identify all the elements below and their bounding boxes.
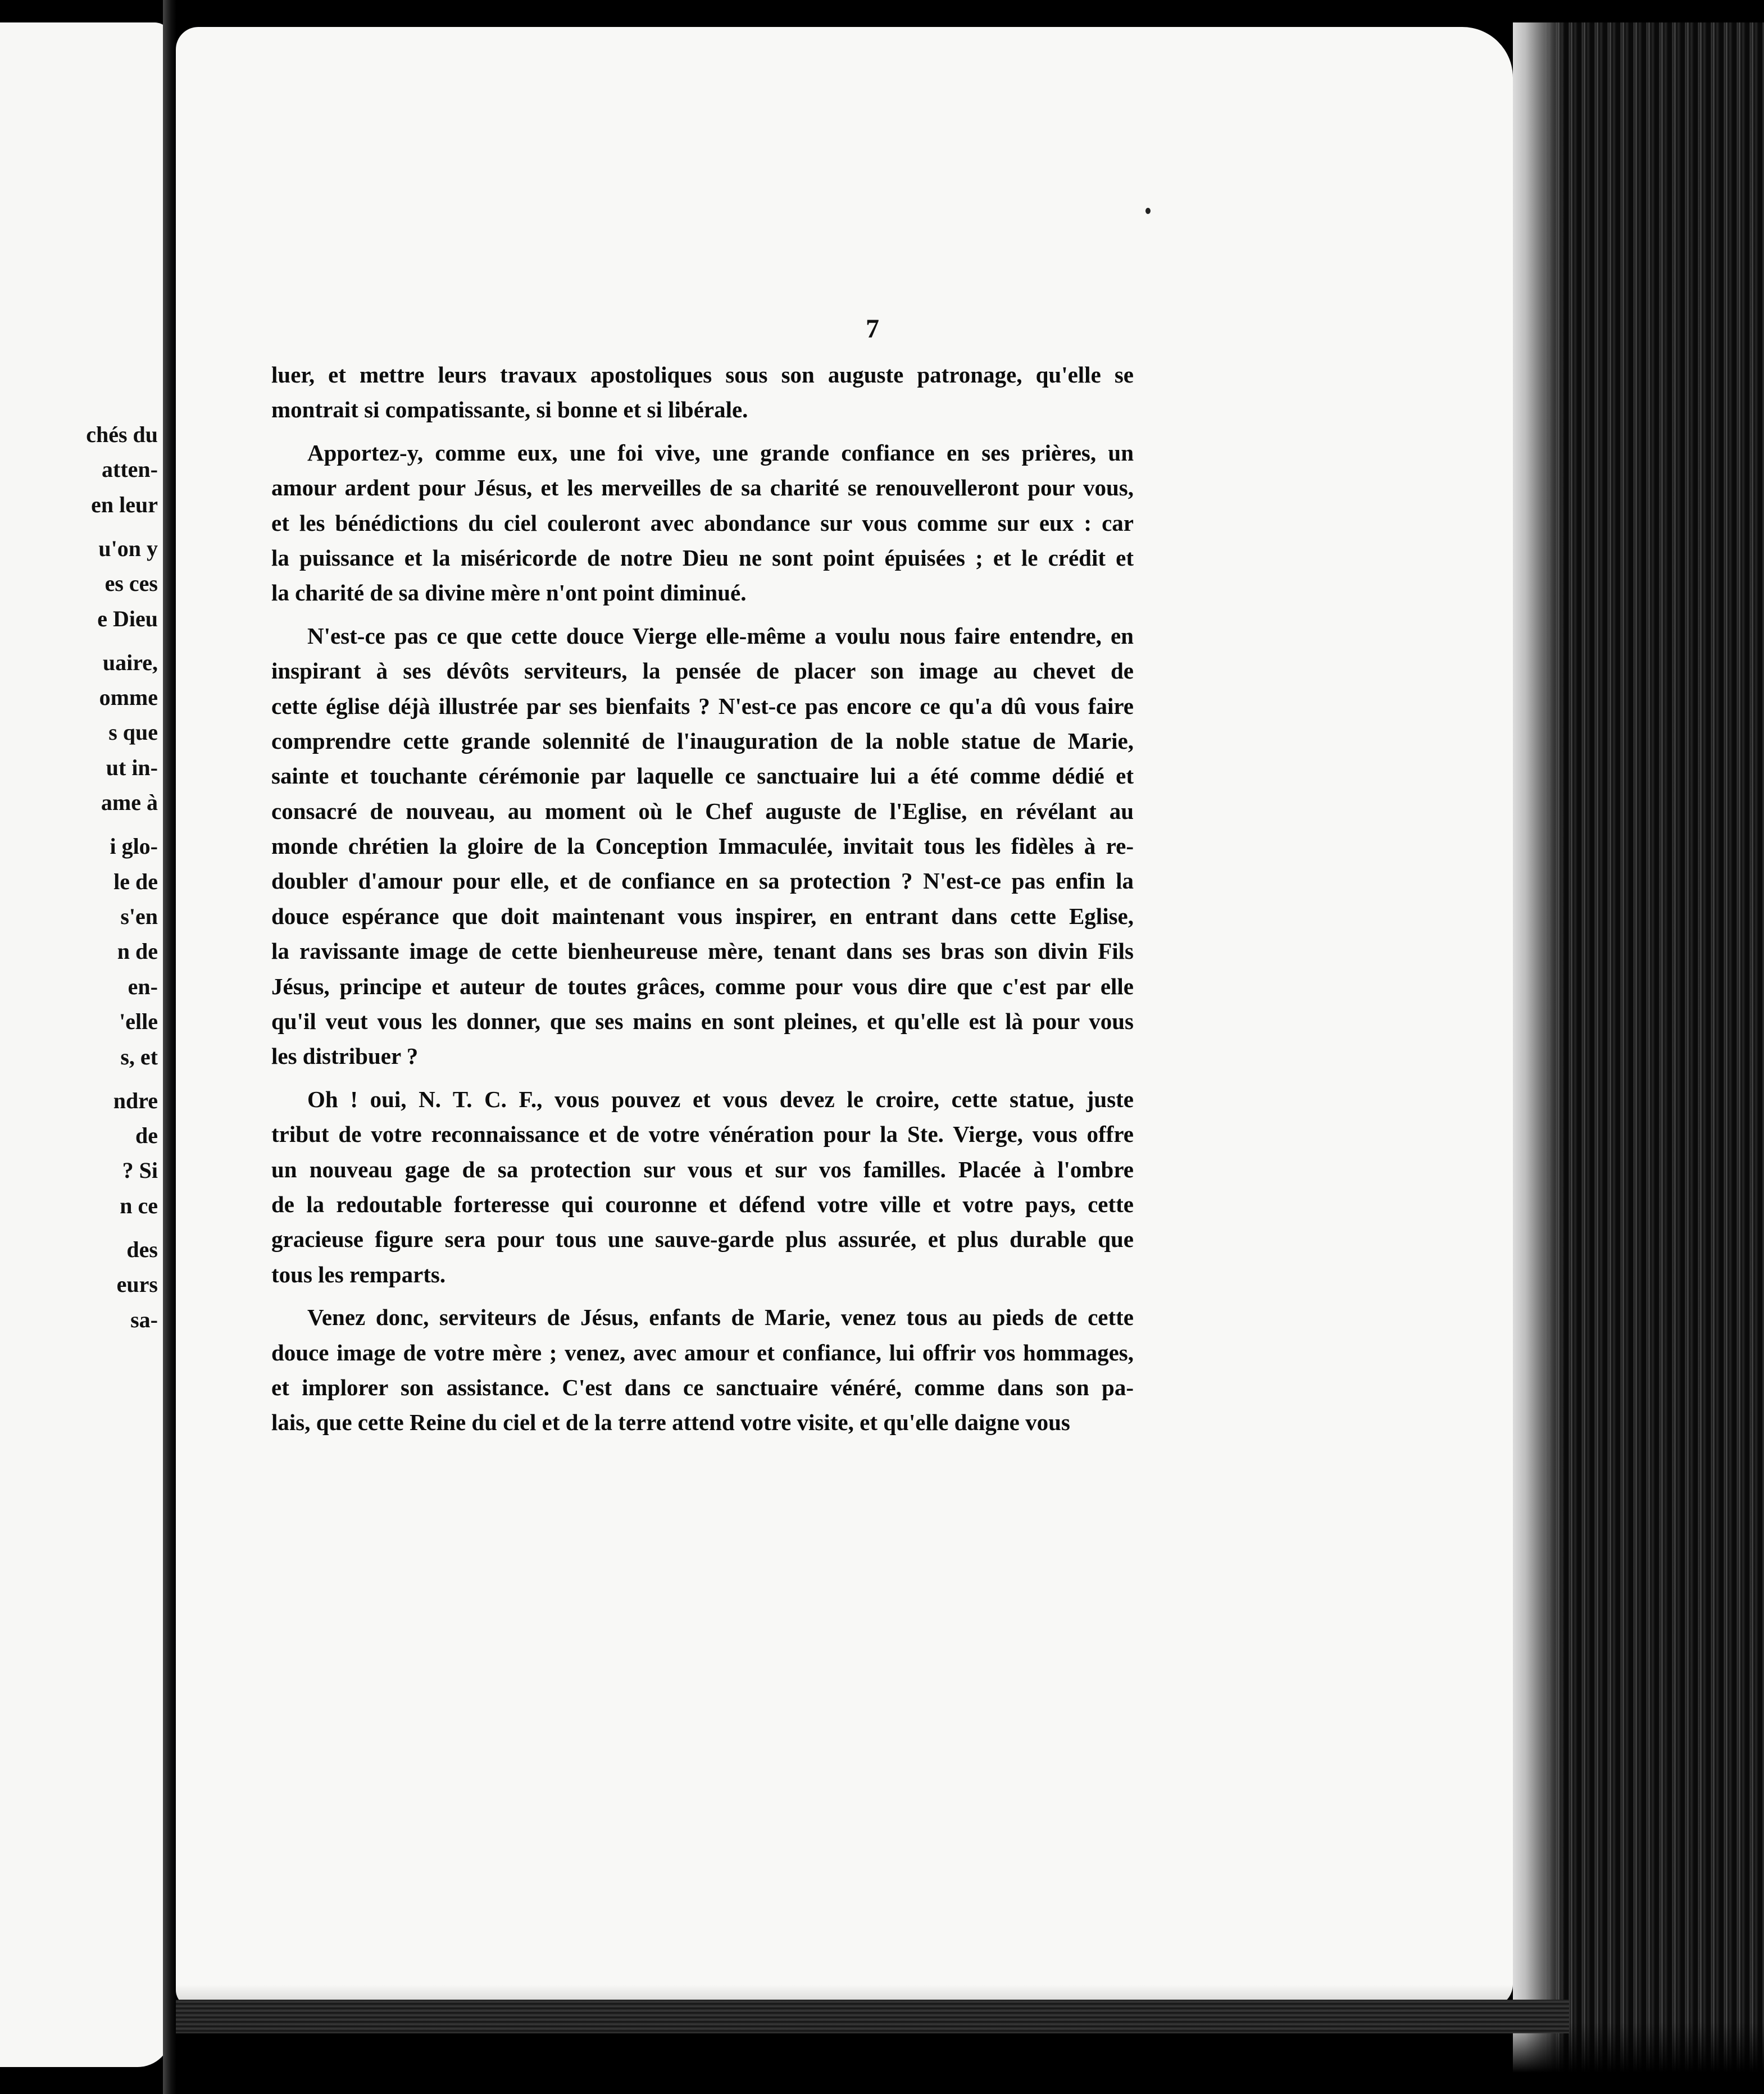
- left-page-line: sa-: [130, 1307, 158, 1332]
- paragraph: [271, 357, 1134, 427]
- left-page-line: e Dieu: [97, 606, 158, 631]
- left-page-line: en-: [128, 973, 158, 999]
- left-page-line: n de: [117, 939, 158, 964]
- text-line: tous les remparts.: [271, 1261, 446, 1287]
- text-line: Venez donc, serviteurs de Jésus, enfants de Marie, venez tous au pieds de cette: [307, 1304, 1134, 1331]
- text-line: lais, que cette Reine du ciel et de la terre attend votre visite, et qu'elle daigne vous: [271, 1409, 1070, 1436]
- text-line: N'est-ce pas ce que cette douce Vierge elle-même a voulu nous faire entendre, en: [307, 622, 1134, 649]
- left-facing-page: [0, 22, 171, 2067]
- left-page-line: omme: [99, 685, 158, 710]
- text-line: cette église déjà illustrée par ses bienfaits ? N'est-ce pas encore ce qu'a dû vous faire: [271, 693, 1134, 719]
- paragraph-gap: [271, 611, 1134, 618]
- paragraph-gap: [271, 1292, 1134, 1300]
- left-page-line: des: [126, 1236, 158, 1262]
- text-line: inspirant à ses dévôts serviteurs, la pensée de placer son image au chevet de: [271, 658, 1134, 684]
- text-line: Apportez-y, comme eux, une foi vive, une grande confiance en ses prières, un: [307, 439, 1134, 466]
- text-line: sainte et touchante cérémonie par laquelle ce sanctuaire lui a été comme dédié et: [271, 763, 1134, 789]
- left-page-line: i glo-: [110, 834, 158, 859]
- left-page-line: ame à: [101, 790, 158, 816]
- text-line: les distribuer ?: [271, 1043, 419, 1069]
- text-line: comprendre cette grande solennité de l'inauguration de la noble statue de Marie,: [271, 727, 1134, 754]
- text-line: Oh ! oui, N. T. C. F., vous pouvez et vous devez le croire, cette statue, juste: [307, 1086, 1134, 1112]
- left-page-line: uaire,: [102, 649, 158, 675]
- paragraph: [271, 1082, 1134, 1292]
- paragraph: [271, 435, 1134, 611]
- left-page-line: s que: [108, 720, 158, 745]
- left-page-line: n ce: [120, 1192, 158, 1218]
- left-page-line: 'elle: [119, 1009, 158, 1035]
- text-line: gracieuse figure sera pour tous une sauve-garde plus assurée, et plus durable que: [271, 1226, 1134, 1253]
- text-line: la puissance et la miséricorde de notre Dieu ne sont point épuisées ; et le crédit et: [271, 544, 1134, 571]
- book-bottom-edge: [176, 2000, 1569, 2033]
- text-line: monde chrétien la gloire de la Conception Immaculée, invitait tous les fidèles à re-: [271, 833, 1134, 859]
- left-page-line: u'on y: [98, 535, 158, 561]
- left-page-line: es ces: [104, 571, 158, 597]
- book-page-edges: [1513, 22, 1764, 2073]
- left-page-line: ut in-: [106, 754, 158, 780]
- left-page-line: chés du: [86, 422, 158, 447]
- text-line: amour ardent pour Jésus, et les merveilles de sa charité se renouvelleront pour vous,: [271, 475, 1134, 501]
- left-page-line: ndre: [113, 1087, 158, 1113]
- left-page-line: s'en: [120, 904, 158, 929]
- text-line: montrait si compatissante, si bonne et si libérale.: [271, 397, 748, 423]
- left-page-line: eurs: [116, 1272, 158, 1298]
- text-line: tribut de votre reconnaissance et de votre vénération pour la Ste. Vierge, vous offre: [271, 1121, 1134, 1148]
- main-page: [176, 27, 1513, 2007]
- text-line: et implorer son assistance. C'est dans ce sanctuaire vénéré, comme dans son pa-: [271, 1374, 1134, 1400]
- left-page-line: s, et: [120, 1044, 158, 1069]
- paragraph-gap: [271, 1074, 1134, 1082]
- text-line: luer, et mettre leurs travaux apostoliques sous son auguste patronage, qu'elle se: [271, 362, 1134, 388]
- text-line: doubler d'amour pour elle, et de confiance en sa protection ? N'est-ce pas enfin la: [271, 868, 1134, 894]
- text-line: de la redoutable forteresse qui couronne et défend votre ville et votre pays, cette: [271, 1191, 1134, 1217]
- ink-speck: [1145, 208, 1151, 214]
- text-line: qu'il veut vous les donner, que ses mains en sont pleines, et qu'elle est là pour vous: [271, 1008, 1134, 1035]
- left-page-line: atten-: [102, 457, 158, 482]
- text-line: douce image de votre mère ; venez, avec amour et confiance, lui offrir vos hommages,: [271, 1339, 1134, 1365]
- body-text: [271, 357, 1134, 1440]
- text-line: un nouveau gage de sa protection sur vous et sur vos familles. Placée à l'ombre: [271, 1156, 1134, 1182]
- text-line: Jésus, principe et auteur de toutes grâces, comme pour vous dire que c'est par elle: [271, 973, 1134, 999]
- book-gutter: [163, 0, 176, 2094]
- paragraph: [271, 1300, 1134, 1440]
- text-line: la ravissante image de cette bienheureuse mère, tenant dans ses bras son divin Fils: [271, 938, 1134, 964]
- text-line: consacré de nouveau, au moment où le Chef auguste de l'Eglise, en révélant au: [271, 798, 1134, 824]
- left-page-line: en leur: [91, 491, 158, 517]
- left-page-line: de: [135, 1123, 158, 1148]
- paragraph-gap: [271, 427, 1134, 435]
- left-page-line: ? Si: [122, 1158, 158, 1183]
- text-line: la charité de sa divine mère n'ont point diminué.: [271, 580, 747, 606]
- page-number: 7: [866, 314, 879, 344]
- text-line: et les bénédictions du ciel couleront avec abondance sur vous comme sur eux : car: [271, 509, 1134, 536]
- left-page-line: le de: [113, 868, 158, 894]
- paragraph: [271, 618, 1134, 1074]
- text-line: douce espérance que doit maintenant vous inspirer, en entrant dans cette Eglise,: [271, 903, 1134, 929]
